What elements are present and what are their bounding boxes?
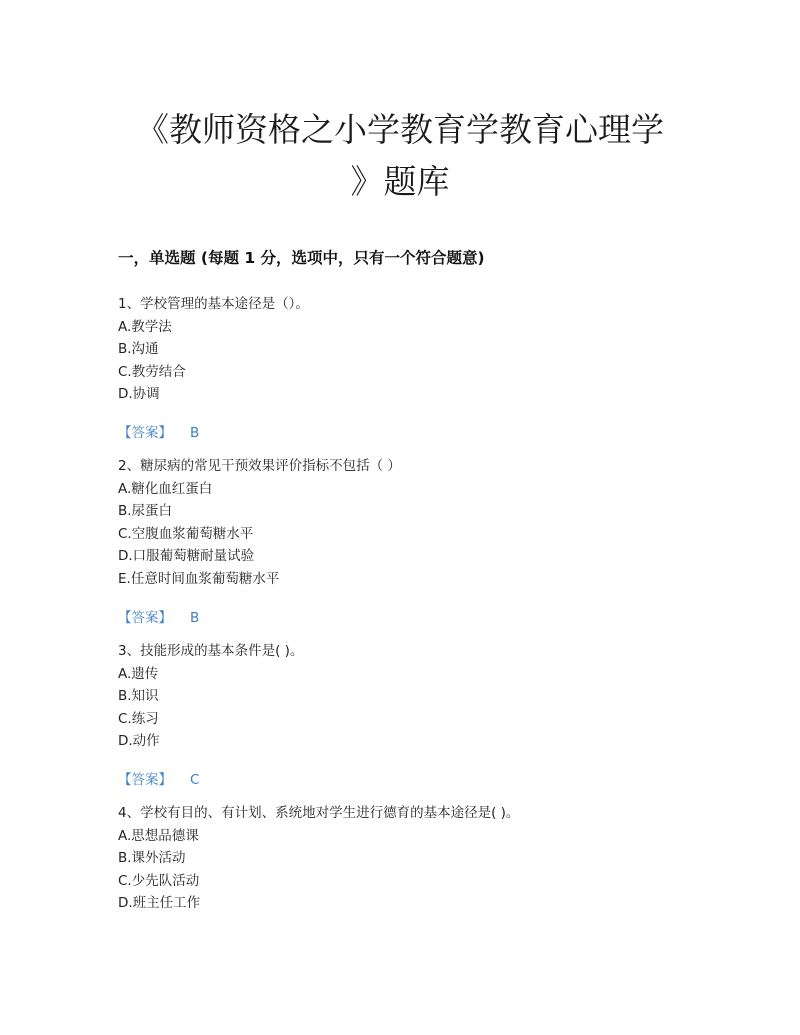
option-d: D.口服葡萄糖耐量试验 xyxy=(118,548,255,564)
option-a: A.遗传 xyxy=(118,665,159,682)
question-3 xyxy=(118,640,303,753)
document-title-line1: 《教师资格之小学教育学教育心理学 xyxy=(136,110,664,149)
option-d: D.班主任工作 xyxy=(118,895,201,911)
option-b: B.尿蛋白 xyxy=(118,503,173,519)
question-1 xyxy=(118,293,309,406)
answer-value: C xyxy=(190,772,200,788)
answer-2 xyxy=(118,606,199,626)
answer-label: 【答案】 xyxy=(118,610,172,626)
question-stem: 1、学校管理的基本途径是（）。 xyxy=(118,296,309,312)
answer-value: B xyxy=(190,425,200,441)
option-a: A.教学法 xyxy=(118,318,172,335)
answer-label: 【答案】 xyxy=(118,772,172,788)
document-title-line2: 》题库 xyxy=(350,162,450,201)
answer-3 xyxy=(118,768,199,788)
option-c: C.练习 xyxy=(118,710,159,727)
option-c: C.少先队活动 xyxy=(118,872,200,889)
option-b: B.知识 xyxy=(118,688,159,704)
option-c: C.教劳结合 xyxy=(118,363,186,380)
option-c: C.空腹血浆葡萄糖水平 xyxy=(118,525,254,542)
question-stem: 3、技能形成的基本条件是( )。 xyxy=(118,643,304,659)
option-a: A.糖化血红蛋白 xyxy=(118,480,213,497)
section-heading: 一，单选题 (每题 1 分，选项中，只有一个符合题意) xyxy=(118,249,485,267)
option-b: B.课外活动 xyxy=(118,850,186,866)
question-stem: 2、糖尿病的常见干预效果评价指标不包括（ ） xyxy=(118,458,401,474)
option-e: E.任意时间血浆葡萄糖水平 xyxy=(118,570,280,587)
question-4 xyxy=(118,802,519,915)
answer-label: 【答案】 xyxy=(118,425,172,441)
answer-1 xyxy=(118,421,199,441)
question-2 xyxy=(118,455,401,590)
option-b: B.沟通 xyxy=(118,341,159,357)
option-a: A.思想品德课 xyxy=(118,827,199,844)
option-d: D.协调 xyxy=(118,386,160,402)
question-stem: 4、学校有目的、有计划、系统地对学生进行德育的基本途径是( )。 xyxy=(118,805,520,821)
option-d: D.动作 xyxy=(118,733,160,749)
answer-value: B xyxy=(190,610,200,626)
